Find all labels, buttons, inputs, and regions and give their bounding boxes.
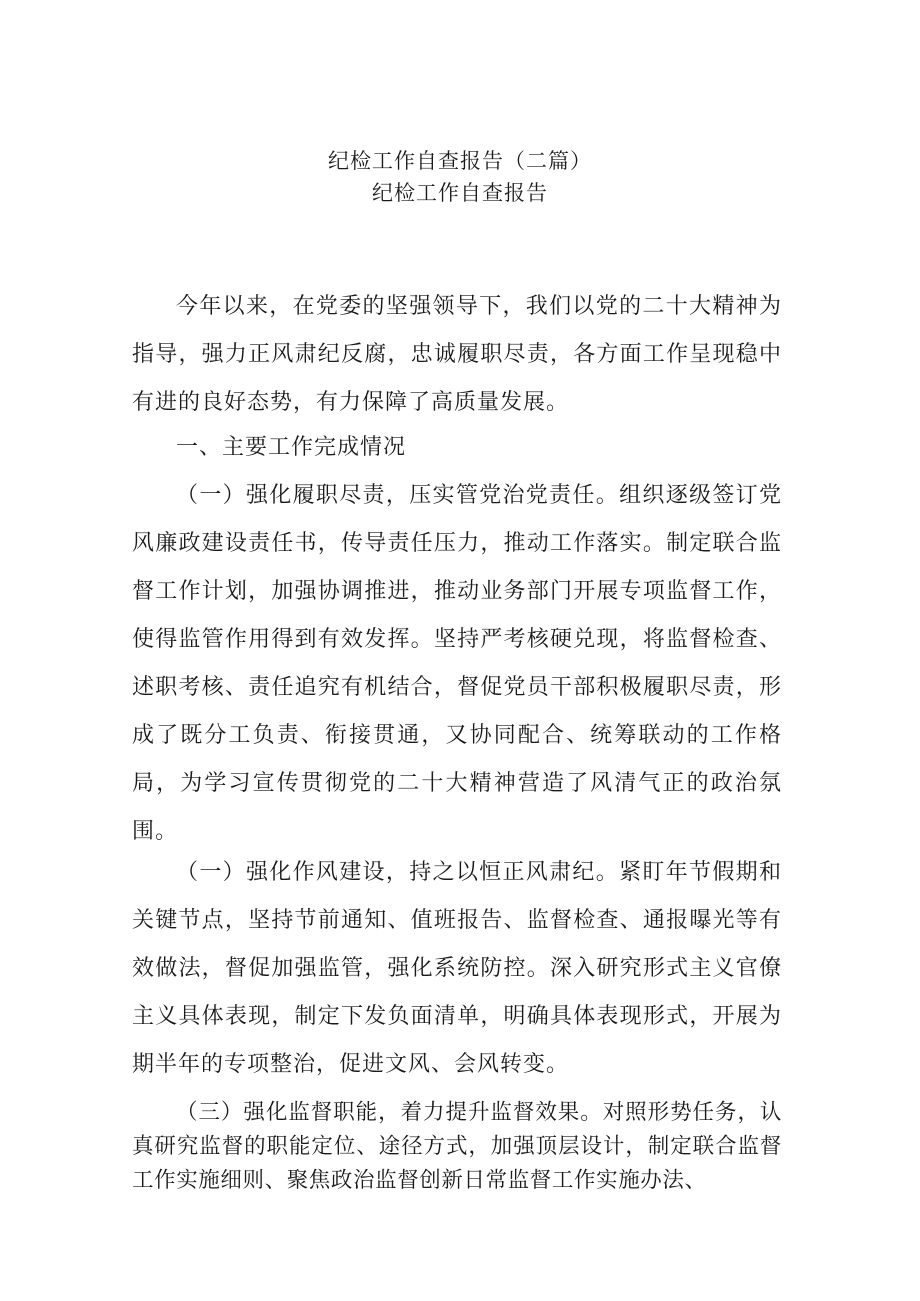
document-subtitle: 纪检工作自查报告: [372, 181, 548, 205]
section-heading: 一、主要工作完成情况: [176, 435, 407, 460]
intro-paragraph: 今年以来，在党委的坚强领导下，我们以党的二十大精神为指导，强力正风肃纪反腐，忠诚履职尽责，各方面工作呈现稳中有进的良好态势，有力保障了高质量发展。: [132, 294, 782, 415]
body-paragraph-3: （三）强化监督职能，着力提升监督效果。对照形势任务，认真研究监督的职能定位、途径方式，加强顶层设计，制定联合监督工作实施细则、聚焦政治监督创新日常监督工作实施办法、: [132, 1100, 782, 1193]
document-title: 纪检工作自查报告（二篇）: [328, 149, 592, 173]
body-paragraph-1: （一）强化履职尽责，压实管党治党责任。组织逐级签订党风廉政建设责任书，传导责任压力，推动工作落实。制定联合监督工作计划，加强协调推进，推动业务部门开展专项监督工作，使得监管作用得到有效发挥。坚持严考核硬兑现，将监督检查、述职考核、责任追究有机结合，督促党员干部积极履职尽责，形成了既分工负责、衔接贯通，又协同配合、统筹联动的工作格局，为学习宣传贯彻党的二十大精神营造了风清气正的政治氛围。: [132, 483, 782, 844]
body-paragraph-2: （一）强化作风建设，持之以恒正风肃纪。紧盯年节假期和关键节点，坚持节前通知、值班报告、监督检查、通报曝光等有效做法，督促加强监管，强化系统防控。深入研究形式主义官僚主义具体表现，制定下发负面清单，明确具体表现形式，开展为期半年的专项整治，促进文风、会风转变。: [132, 860, 782, 1077]
